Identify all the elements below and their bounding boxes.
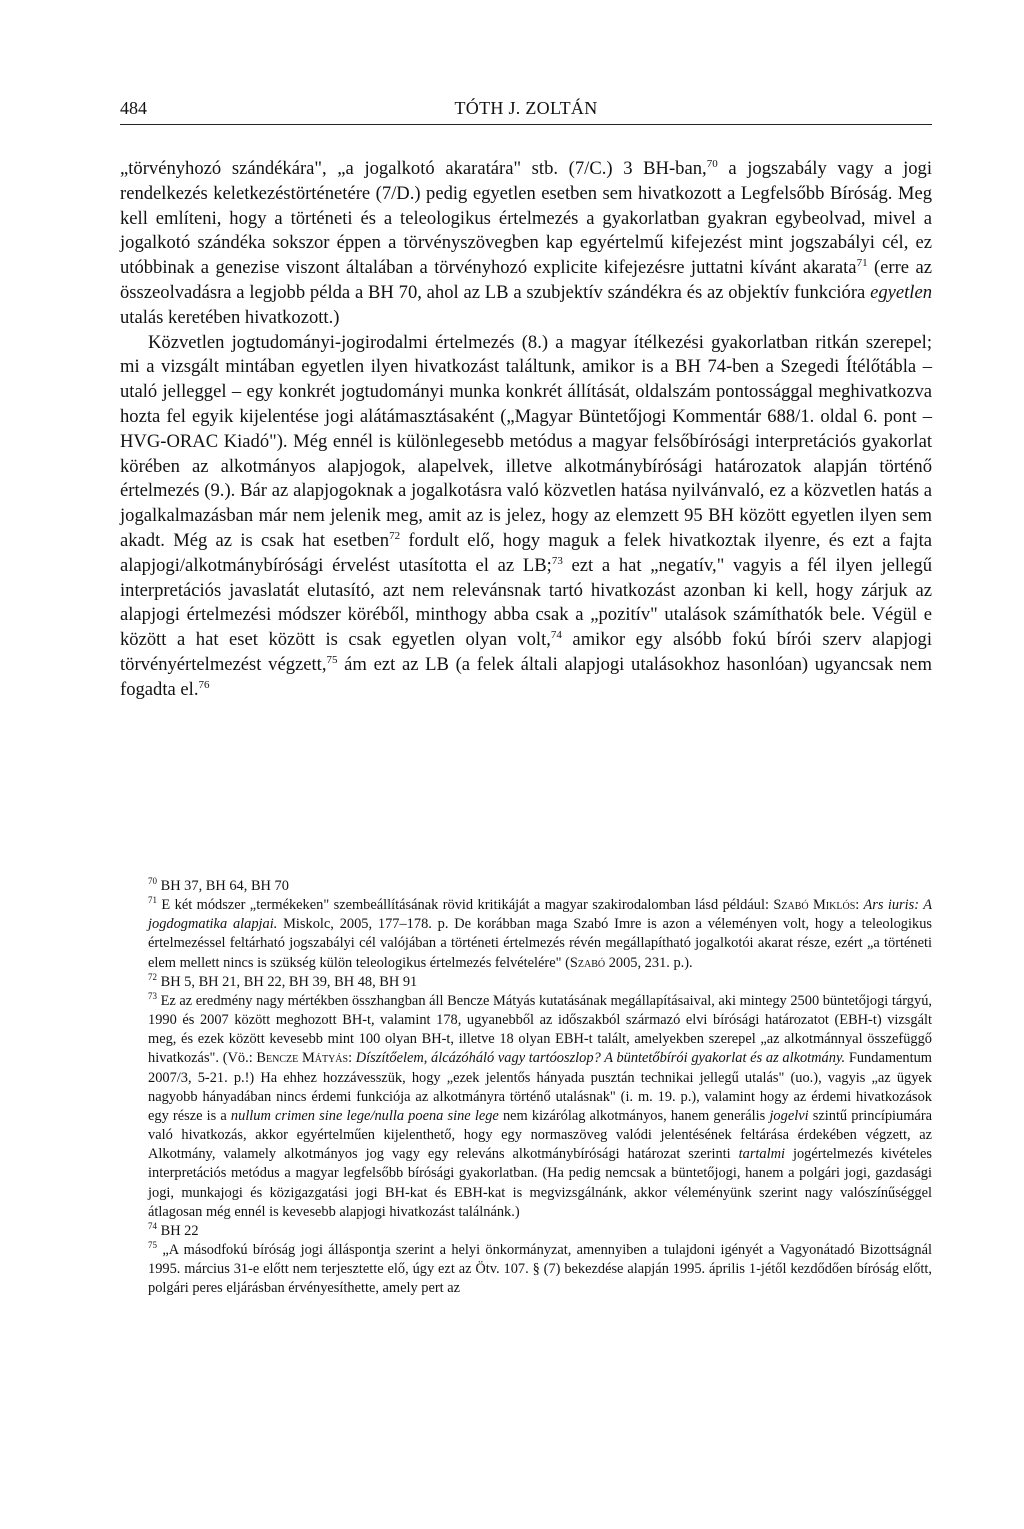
footnote-ref-75[interactable]: 75 [326, 653, 338, 666]
footnote-ref-72[interactable]: 72 [389, 529, 401, 542]
footnotes [120, 877, 932, 1298]
paragraph-2: Közvetlen jogtudományi-jogirodalmi értelmezés (8.) a magyar ítélkezési gyakorlatban ritkán szerepel; mi a vizsgált mintában egyetlen ilyen hivatkozást találtunk, amikor is a BH 74-ben a Szegedi Ítélőtábla – utaló jelleggel – egy konkrét jogtudományi munka konkrét állítását, oldalszám pontossággal meghivatkozva hozta fel egyik kijelentése jogi alátámasztásaként („Magyar Büntetőjogi Kommentár 688/1. oldal 6. pont – HVG-ORAC Kiadó"). Még ennél is különlegesebb metódus a magyar felsőbírósági interpretációs gyakorlat körében az alkotmányos alapjogok, alapelvek, illetve alkotmánybírósági határozatok alapján történő értelmezés (9.). Bár az alapjogoknak a jogalkotásra való közvetlen hatása nyilvánvaló, ez a közvetlen hatás a jogalkalmazásban már nem jelenik meg, amit az is jelez, hogy az elemzett 95 BH között egyetlen ilyen sem akadt. Még az is csak hat esetben$^{72}$ fordult elő, hogy maguk a felek hivatkoztak ilyenre, és ezt a fajta alapjogi/alkotmánybírósági érvelést utasította el az LB;$^{73}$ ezt a hat „negatív," vagyis a fél ilyen jellegű interpretációs javaslatát elutasító, azt nem relevánsnak tartó hivatkozást azonban ki kell, hogy zárjuk az alapjogi értelmezési módszer köréből, minthogy abba csak a „pozitív" utalások számíthatók bele. Végül e között a hat eset között is csak egyetlen olyan volt,$^{74}$ amikor egy alsóbb fokú bírói szerv alapjogi törvényértelmezést végzett,$^{75}$ ám ezt az LB (a felek általi alapjogi utalásokhoz hasonlóan) ugyancsak nem fogadta el.$^{76}$ [120, 331, 932, 700]
running-header [120, 98, 932, 126]
footnote-74: $^{74}$ BH 22 [148, 1220, 199, 1239]
header-rule [120, 124, 932, 125]
footnote-71: $^{71}$ E két módszer „termékeken" szembeállításának rövid kritikáját a magyar szakirodalomban lásd például: Szabó Miklós: Ars iuris: A jogdogmatika alapjai. Miskolc, 2005, 177–178. p. De korábban maga Szabó Imre is azon a véleményen volt, hogy a teleologikus értelmezéssel feltárható jogszabályi cél valójában a történeti értelmezés révén megállapítható jogalkotói akarat része, ezért „a történeti elem mellett nincs is szükség külön teleologikus értelmezés felvételére" (Szabó 2005, 231. p.). [148, 895, 932, 971]
paragraph-1: „törvényhozó szándékára", „a jogalkotó akaratára" stb. (7/C.) 3 BH-ban,$^{70}$ a jogszabály vagy a jogi rendelkezés keletkezéstörténetére (7/D.) pedig egyetlen esetben sem hivatkozott a Legfelsőbb Bíróság. Meg kell említeni, hogy a történeti és a teleologikus értelmezés a gyakorlatban gyakran egybeolvad, mivel a jogalkotó szándéka sokszor éppen a törvényszövegben kap egyértelmű kifejezést mint jogszabályi cél, ez utóbbinak a genezise viszont általában a törvényhozó explicite kifejezésre juttatni kívánt akarata$^{71}$ (erre az összeolvadásra a legjobb példa a BH 70, ahol az LB a szubjektív szándékra és az objektív funkcióra egyetlen utalás keretében hivatkozott.) [120, 158, 933, 328]
footnote-ref-73[interactable]: 73 [551, 554, 563, 567]
running-head-author: TÓTH J. ZOLTÁN [454, 98, 598, 118]
footnote-73: $^{73}$ Ez az eredmény nagy mértékben összhangban áll Bencze Mátyás kutatásának megállapításaival, aki mintegy 2500 büntetőjogi tárgyú, 1990 és 2007 között meghozott BH-t, valamint 178, ugyanebből az időszakból származó elvi bírósági határozatot (EBH-t) vizsgált meg, és ezek között kevesebb mint 100 olyan BH-t, illetve 18 olyan EBH-t talált, amelyekben szerepel „az alkotmánnyal összefüggő hivatkozás". (Vö.: Bencze Mátyás: Díszítőelem, álcázóháló vagy tartóoszlop? A büntetőbírói gyakorlat és az alkotmány. Fundamentum 2007/3, 5-21. p.!) Ha ehhez hozzávesszük, hogy „ezek jelentős hányada pusztán technikai jellegű utalás" (uo.), vagyis „az ügyek nagyobb hányadában nincs érdemi funkciója az alkotmányra történő utalásnak" (i. m. 19. p.), valamint hogy az érdemi hivatkozások egy része is a nullum crimen sine lege/nulla poena sine lege nem kizárólag alkotmányos, hanem generális jogelvi szintű princípiumára való hivatkozás, akkor egyértelműen kijelenthető, hogy egy normaszöveg valódi jelentésének feltárása érdekében végzett, az Alkotmány, valamely alkotmányos jog vagy egy releváns alkotmánybírósági határozat szerinti tartalmi jogértelmezés kivételes interpretációs metódus a magyar legfelsőbb bírósági gyakorlatban. (Ha pedig nemcsak a büntetőjogi, hanem a polgári jogi, gazdasági jogi, munkajogi és közigazgatási jogi BH-kat és EBH-kat is megvizsgálnánk, akkor véleményünk szerint nagy valószínűséggel átlagosan még ennél is kevesebb alapjogi hivatkozást találnánk.) [148, 990, 932, 1220]
footnote-ref-71[interactable]: 71 [856, 257, 868, 270]
footnote-72: $^{72}$ BH 5, BH 21, BH 22, BH 39, BH 48, BH 91 [148, 971, 418, 990]
footnote-75: $^{75}$ „A másodfokú bíróság jogi álláspontja szerint a helyi önkormányzat, amennyiben a tulajdoni igényét a Vagyonátadó Bizottságnál 1995. március 31-e előtt nem terjesztette elő, úgy ezt az Ötv. 107. § (7) bekezdése alapján 1995. április 1-jétől kezdődően bíróság előtt, polgári peres eljárásban érvényesíthette, amely pert az [148, 1239, 932, 1297]
body-text [120, 157, 932, 703]
page-number: 484 [120, 98, 147, 118]
footnote-ref-76[interactable]: 76 [198, 678, 210, 691]
footnote-ref-70[interactable]: 70 [706, 158, 718, 170]
footnote-70: $^{70}$ BH 37, BH 64, BH 70 [148, 876, 289, 894]
footnote-ref-74[interactable]: 74 [550, 629, 562, 642]
